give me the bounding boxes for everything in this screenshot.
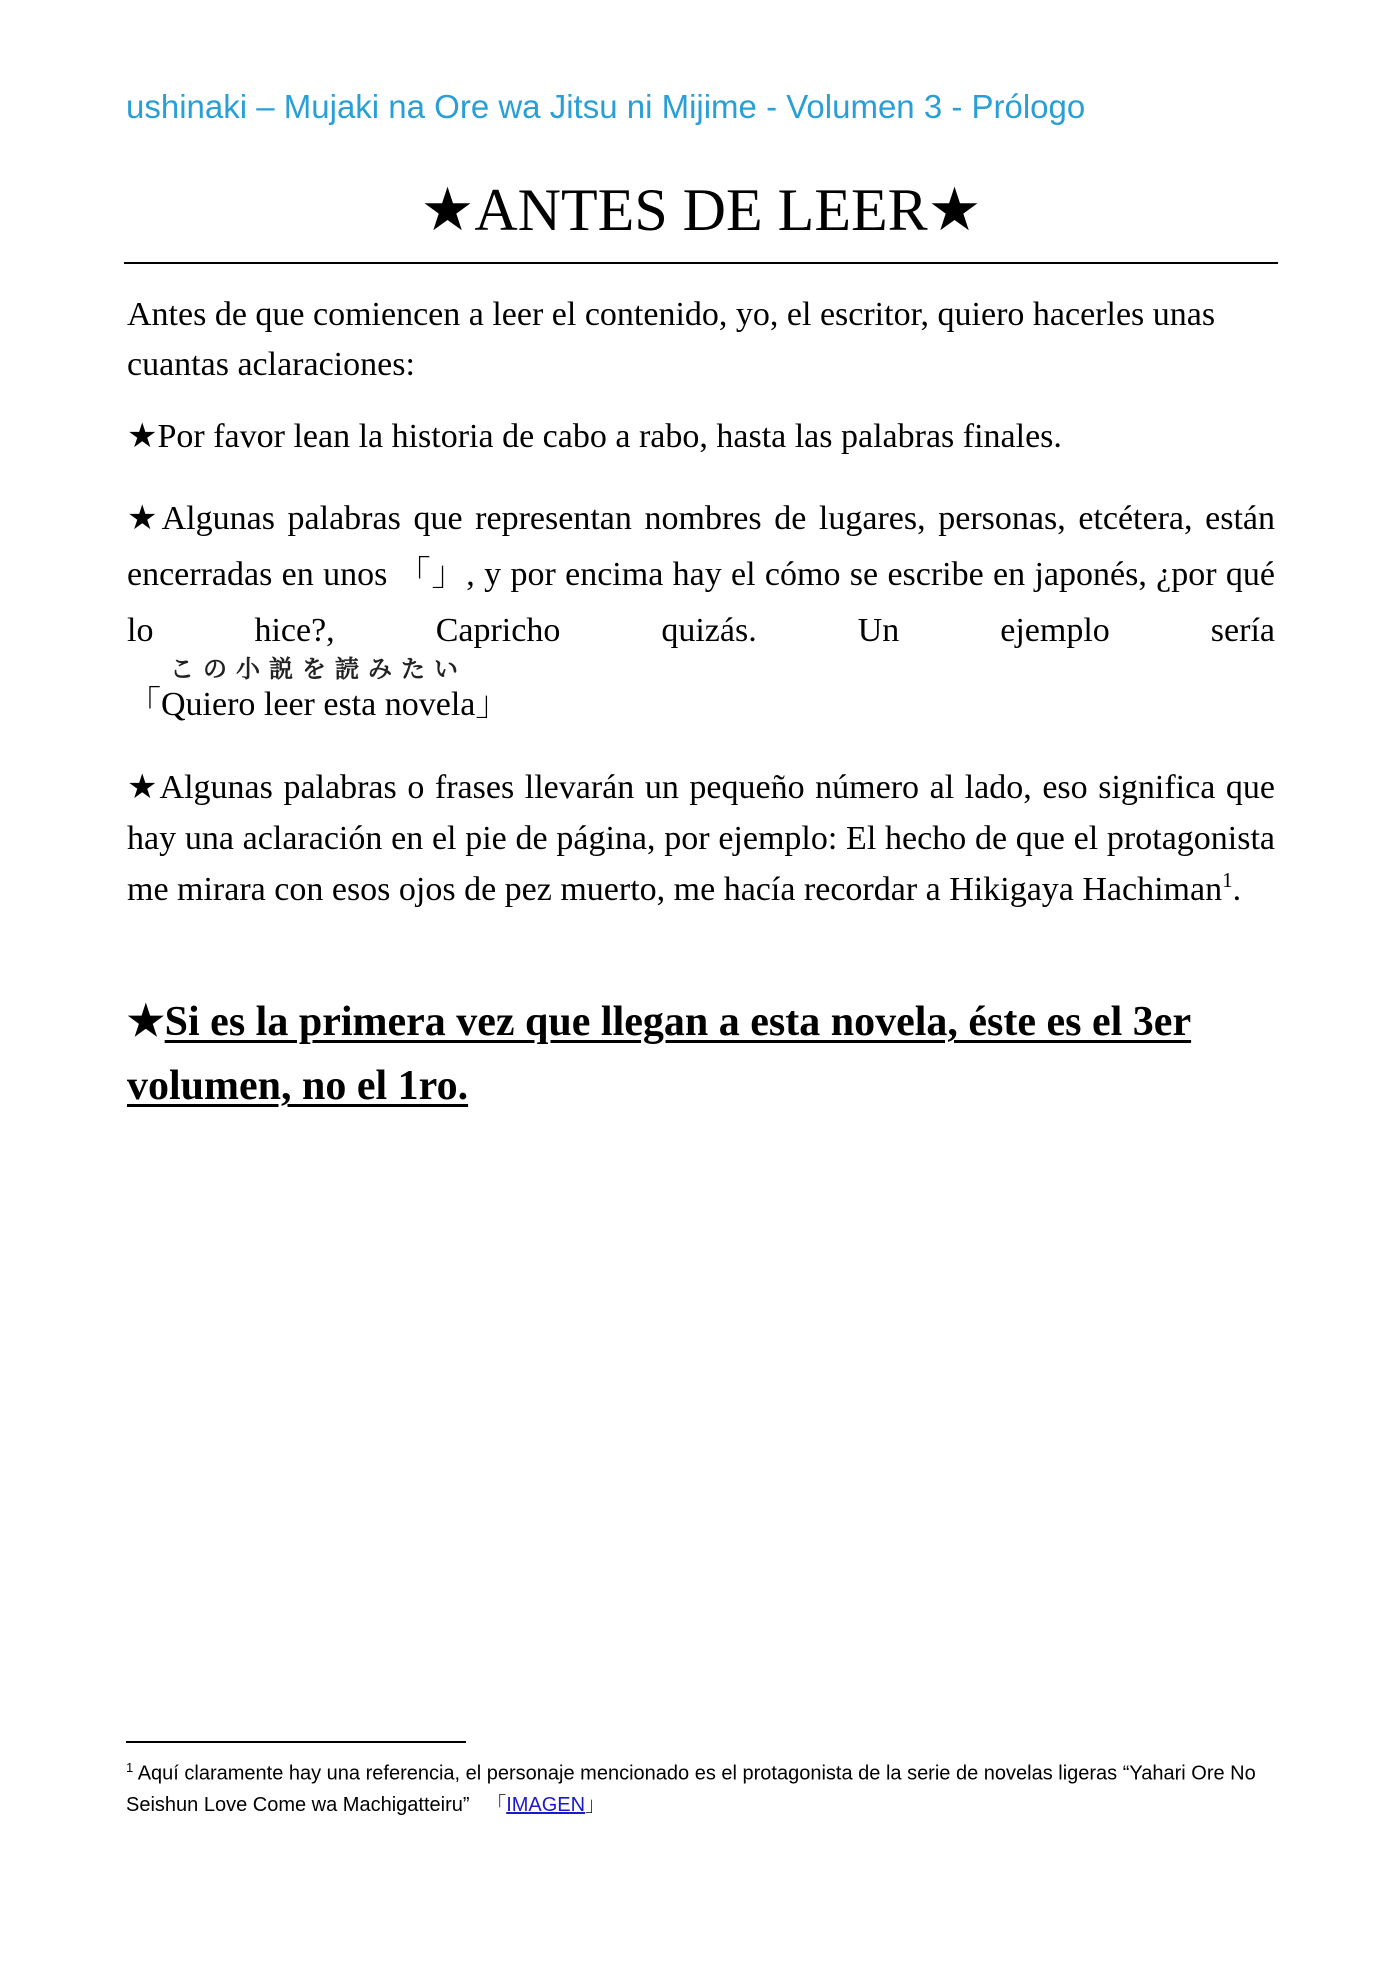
example-sentence: 「Quiero leer esta novela」 bbox=[127, 686, 510, 723]
running-header: ushinaki – Mujaki na Ore wa Jitsu ni Mijime - Volumen 3 - Prólogo bbox=[126, 88, 1086, 125]
bullet-read-fully: ★Por favor lean la historia de cabo a rabo, hasta las palabras finales. bbox=[127, 418, 1062, 455]
ruby-annotation: この小説を読みたい bbox=[170, 655, 467, 683]
footnote-bracket-open: 「 bbox=[486, 1793, 507, 1816]
important-notice bbox=[127, 990, 1287, 1118]
bullet-footnotes-end: . bbox=[1232, 871, 1242, 908]
intro-paragraph: Antes de que comiencen a leer el contenido, yo, el escritor, quiero hacerles unas cuantas aclaraciones: bbox=[127, 296, 1216, 383]
page-title: ★ANTES DE LEER★ bbox=[420, 177, 982, 243]
footnote-text: Aquí claramente hay una referencia, el personaje mencionado es el protagonista de la serie de novelas ligeras “Yahari Ore No Seishun Love Come wa Machigatteiru” bbox=[126, 1762, 1256, 1816]
footnote-divider bbox=[126, 1741, 466, 1743]
title-divider bbox=[124, 262, 1278, 264]
bullet-footnotes bbox=[127, 762, 1275, 919]
footnote-marker: 1 bbox=[126, 1760, 134, 1775]
bullet-japanese-brackets: ★Algunas palabras que representan nombres de lugares, personas, etcétera, están encerradas en unos 「」, y por encima hay el cómo se escribe en japonés, ¿por qué lo hice?, Capricho quizás. Un ejemplo sería bbox=[127, 500, 1275, 649]
footnote-bracket-close: 」 bbox=[585, 1793, 606, 1816]
footnote-reference[interactable]: 1 bbox=[1222, 868, 1233, 892]
star-icon: ★ bbox=[127, 999, 165, 1045]
important-notice-text: Si es la primera vez que llegan a esta novela, éste es el 3er volumen, no el 1ro. bbox=[127, 999, 1192, 1109]
footnote bbox=[126, 1752, 1286, 1821]
image-link[interactable]: IMAGEN bbox=[506, 1793, 586, 1816]
bullet-footnotes-text: ★Algunas palabras o frases llevarán un pequeño número al lado, eso significa que hay una aclaración en el pie de página, por ejemplo: El hecho de que el protagonista me mirara con esos ojos de pez muerto, me hacía recordar a Hikigaya Hachiman bbox=[127, 769, 1275, 908]
